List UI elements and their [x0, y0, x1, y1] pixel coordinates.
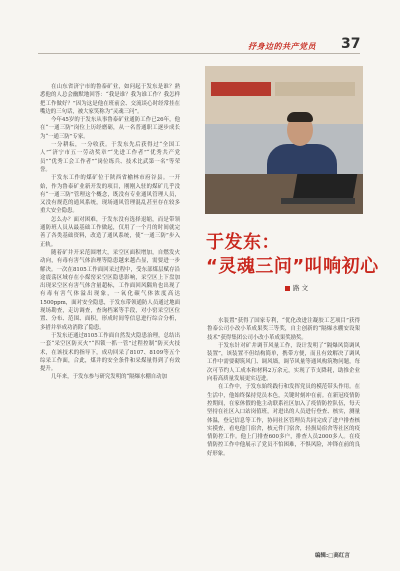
article-right-column [207, 317, 360, 458]
article-left-column [40, 83, 180, 382]
photo-person-hair [287, 112, 313, 122]
paragraph: 于发东针对矿井调节风量工作，设计发明了“隔爆风筒调风装置”，该装置不但结构简单，携带方便，而且有效解决了调风工作中需要砌筑风门、调风墙，调节风量等通风构筑物问题，每次可节约人工成本和材料2万余元，实现了节支降耗，助推企业向着高质量发展更实迈进。 [207, 342, 360, 383]
paragraph: 水装置”获得了国家专利，“优化改进注凝胶工艺项目”获得鲁泰公司小改小革成果奖三等奖，自主创新的“隔爆水棚安设架技术”获得集团公司小改小革成果奖励奖。 [207, 318, 360, 341]
paragraph: 于发东工作的煤矿位于陕西省榆林市府谷县。一开始，作为鲁泰矿业新开发的项目，刚刚入驻的煤矿几乎没有“一通三防”管理这个概念，既没有专业通风管理人员，又没有规范的通风系统，现场通风管理混乱甚至存在较多重大安全隐患。 [40, 175, 180, 215]
portrait-photo [205, 66, 363, 214]
article-title-line2: “灵魂三问”叫响初心 [206, 256, 379, 277]
paragraph: 几年来，于发东参与研究发明的“隔爆水棚自动加 [51, 374, 167, 381]
photo-laptop [293, 174, 358, 200]
paragraph: 在工作中，于发东始终践行和发挥党员的模范带头作用。在生活中，他始终保持党员本色，关键时刻冲在前。在新冠疫情防控期间，在家休假的他主动联系社区加入了疫情防控队伍，每天坚持在社区入口站岗值班，对进出的人员进行登查、核实，测量体温，登记信息等工作，协同社区管理员共同完成了进户排查核实摸查，看电他门宿舍，核元件门宿舍，轻损局宿舍等社区的疫情防控工作。他上门排查600多户，排查人员2000多人。在疫情防控工作中他展示了党员不怕困难，不惧风险，冲锋在前的良好形象。 [207, 384, 360, 457]
paragraph: 一分耕耘，一分收获。于发东先后获得过“全国工人”“济宁市五一劳动奖章”“先进工作者”“优秀共产党员”“优秀工会工作者”“岗位练兵、技术比武第一名”等荣誉。 [40, 142, 180, 173]
paragraph: 在山东省济宁市的鲁泰矿业，如问起于发东是谁？熟悉他的人总会幽默地回答：“我是谁？我为谁工作？我怎样把工作做好？”因为这是他在班前会、交流谈心时经常挂在嘴边的三句话，被大家笑称为“灵魂三问”。 [40, 84, 180, 115]
paragraph: 怎么办？面对困难，于发东没有选择退缩，而是带领通防班人员从最基础工作做起，仅用了一个月的时间就完善了各类基础资料，改造了通风系统，使“一通三防”步入正轨。 [40, 216, 180, 248]
photo-sign-panel [275, 82, 355, 96]
paragraph: 今年45岁的于发东从事鲁泰矿业通防工作已26年，他在“一通三防”岗位上历经磨砺，从一名普通职工逐步成长为“一通三防”专家。 [40, 117, 180, 140]
article-author: 路 文 [293, 284, 309, 292]
photo-laptop-base [281, 198, 355, 204]
author-marker-icon [285, 286, 290, 291]
editor-credit: 编辑:□高红言 [315, 553, 350, 559]
header-rule [38, 53, 360, 54]
paragraph: 于发东还通过8105工作面自然发火隐患治理，总结出一套“采空区防灭火”“四锁一抓一管”过程控制“防灭火技术，在该技术的指导下，成功回采了8107、8109等五个综采工作面，合此，煤井的安全条件和采煤量得到了有效提升。 [40, 332, 180, 373]
photo-sign-red-panel [211, 82, 271, 96]
running-head: 抒身边的共产党员 [248, 42, 316, 51]
article-title-line1: 于发东： [206, 232, 280, 253]
paragraph: 随着矿井开采范围增大，采空区面积增加，自燃发火动向，有毒有害气体治理等隐患越来越凸显，需要进一步解决。一次在8105工作面回采过程中，受东部煤层赋存沿途震荡区域存在小煤窑采空区隐患影响，采空区上下盘加出现采空区有害气体含量超标，工作面回风隅角也出现了有毒有害气体溢出现象，一氧化碳气体浓度高达1500ppm，面对安全隐患，于发东带领通防人员通过地面现场勘查，走访调查，查询档案等手段，对小窑采空区位置、分布、范围、面积，形成时间等信息进行综合分析，多措并举成功消除了隐患。 [40, 249, 180, 331]
page-number: 37 [341, 36, 361, 52]
